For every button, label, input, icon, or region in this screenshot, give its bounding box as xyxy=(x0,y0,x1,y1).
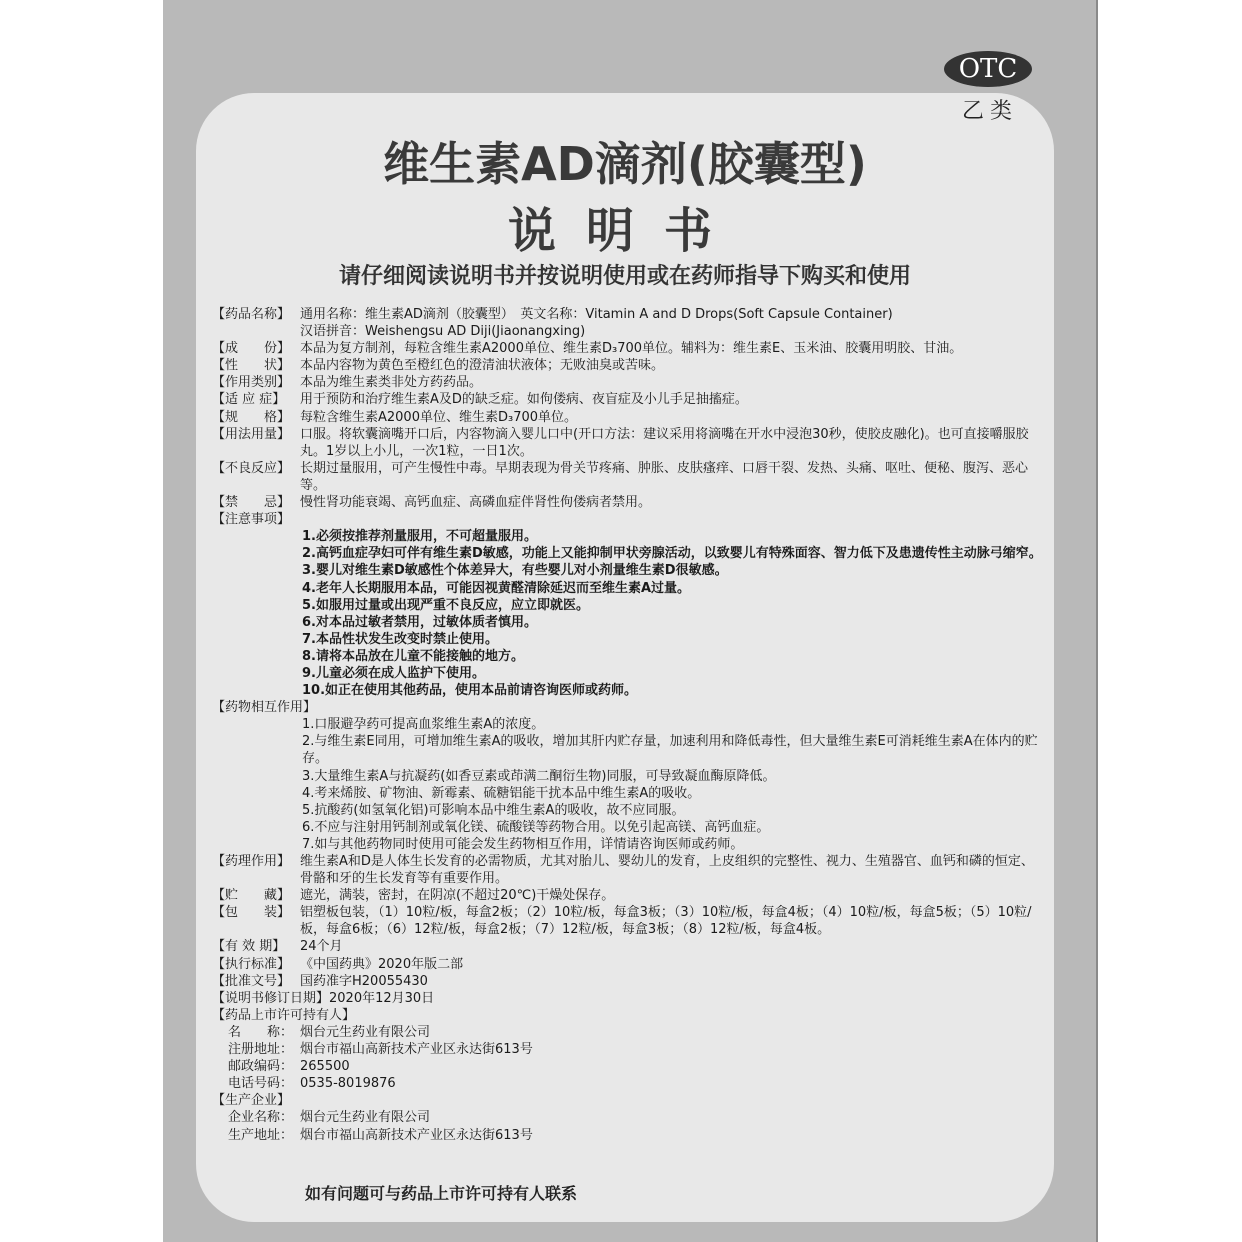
field-manufacturer xyxy=(212,1092,1042,1109)
field-label: 注册地址： xyxy=(228,1042,294,1058)
list-item: 3.婴儿对维生素D敏感性个体差异大，有些婴儿对小剂量维生素D很敏感。 xyxy=(302,563,728,579)
field-interactions xyxy=(212,699,1042,716)
list-item: 7.本品性状发生改变时禁止使用。 xyxy=(302,631,498,647)
field-label: 邮政编码： xyxy=(228,1059,294,1075)
field-value: 烟台元生药业有限公司 xyxy=(300,1110,431,1126)
field-label: 【药品上市许可持有人】 xyxy=(212,1007,356,1023)
list-item: 5.如服用过量或出现严重不良反应，应立即就医。 xyxy=(302,597,589,613)
list-item: 10.如正在使用其他药品，使用本品前请咨询医师或药师。 xyxy=(302,683,638,699)
field-label: 【药品名称】 xyxy=(212,307,291,322)
field-value: 国药准字H20055430 xyxy=(300,973,428,989)
interactions-list xyxy=(212,716,1042,853)
field-label: 【作用类别】 xyxy=(212,375,291,391)
field-character xyxy=(212,357,1042,374)
field-value: 通用名称：维生素AD滴剂（胶囊型） 英文名称：Vitamin A and D Drops(Soft Capsule Container) xyxy=(300,307,893,322)
field-value: 长期过量服用，可产生慢性中毒。早期表现为骨关节疼痛、肿胀、皮肤瘙痒、口唇干裂、发热、头痛、呕吐、便秘、腹泻、恶心等。 xyxy=(300,460,1029,493)
leaflet-subtitle: 说明书 xyxy=(507,203,742,259)
field-label: 【包 装】 xyxy=(212,905,291,921)
field-value: 2020年12月30日 xyxy=(329,990,435,1006)
field-indication xyxy=(212,391,1042,408)
list-item: 3.大量维生素A与抗凝药(如香豆素或茚满二酮衍生物)同服，可导致凝血酶原降低。 xyxy=(302,768,776,784)
field-value: 用于预防和治疗维生素A及D的缺乏症。如佝偻病、夜盲症及小儿手足抽搐症。 xyxy=(300,392,748,408)
field-label: 【用法用量】 xyxy=(212,426,291,442)
field-validity xyxy=(212,938,1042,955)
field-holder xyxy=(212,1007,1042,1024)
field-storage xyxy=(212,887,1042,904)
field-value: 《中国药典》2020年版二部 xyxy=(300,956,464,972)
field-value: 口服。将软囊滴嘴开口后，内容物滴入婴儿口中(开口方法：建议采用将滴嘴在开水中浸泡30秒，使胶皮融化)。也可直接嚼服胶丸。1岁以上小儿，一次1粒，一日1次。 xyxy=(300,426,1029,459)
list-item: 4.考来烯胺、矿物油、新霉素、硫糖铝能干扰本品中维生素A的吸收。 xyxy=(302,785,701,801)
field-label: 【说明书修订日期】 xyxy=(212,990,330,1006)
list-item: 7.如与其他药物同时使用可能会发生药物相互作用，详情请咨询医师或药师。 xyxy=(302,836,744,852)
list-item: 2.与维生素E同用，可增加维生素A的吸收，增加其肝内贮存量，加速利用和降低毒性，但大量维生素E可消耗维生素A在体内的贮存。 xyxy=(302,734,1038,767)
field-label: 【有 效 期】 xyxy=(212,939,286,955)
leaflet-body xyxy=(212,306,1042,1144)
field-label: 【生产企业】 xyxy=(212,1093,291,1109)
field-value: 遮光，满装，密封，在阴凉(不超过20℃)干燥处保存。 xyxy=(300,888,615,904)
sheet-edge xyxy=(1096,0,1098,1242)
list-item: 1.口服避孕药可提高血浆维生素A的浓度。 xyxy=(302,717,545,733)
field-adverse xyxy=(212,460,1042,494)
field-approval xyxy=(212,973,1042,990)
list-item: 5.抗酸药(如氢氧化铝)可影响本品中维生素A的吸收，故不应同服。 xyxy=(302,802,685,818)
field-standard xyxy=(212,956,1042,973)
field-label: 【批准文号】 xyxy=(212,973,291,989)
field-composition xyxy=(212,340,1042,357)
field-value: 0535-8019876 xyxy=(300,1076,396,1092)
field-value: 维生素A和D是人体生长发育的必需物质，尤其对胎儿、婴幼儿的发育，上皮组织的完整性、视力、生殖器官、血钙和磷的恒定、骨骼和牙的生长发育等有重要作用。 xyxy=(300,854,1034,887)
list-item: 4.老年人长期服用本品，可能因视黄醛清除延迟而至维生素A过量。 xyxy=(302,580,691,596)
field-label: 【禁 忌】 xyxy=(212,495,291,511)
field-value: 265500 xyxy=(300,1059,350,1075)
list-item: 6.不应与注射用钙制剂或氧化镁、硫酸镁等药物合用。以免引起高镁、高钙血症。 xyxy=(302,819,770,835)
field-value: 24个月 xyxy=(300,939,343,955)
holder-zip xyxy=(212,1058,1042,1075)
field-value: 本品为复方制剂，每粒含维生素A2000单位、维生素D₃700单位。辅料为：维生素E、玉米油、胶囊用明胶、甘油。 xyxy=(300,341,963,357)
reading-notice: 请仔细阅读说明书并按说明使用或在药师指导下购买和使用 xyxy=(338,264,911,289)
field-value: 汉语拼音：Weishengsu AD Diji(Jiaonangxing) xyxy=(300,324,586,340)
field-label: 生产地址： xyxy=(228,1127,294,1143)
field-label: 电话号码： xyxy=(228,1076,294,1092)
field-spec xyxy=(212,409,1042,426)
field-contraindication xyxy=(212,494,1042,511)
category-label: 乙类 xyxy=(962,99,1019,124)
field-value: 铝塑板包装，（1）10粒/板，每盒2板；（2）10粒/板，每盒3板；（3）10粒/板，每盒4板；（4）10粒/板，每盒5板；（5）10粒/板，每盒6板；（6）12粒/板，每盒2板；（7）12粒/板，每盒3板；（8）12粒/板，每盒4板。 xyxy=(300,905,1032,938)
field-label: 【注意事项】 xyxy=(212,512,291,528)
field-label: 【药理作用】 xyxy=(212,854,291,869)
field-value: 烟台市福山高新技术产业区永达街613号 xyxy=(300,1042,533,1058)
list-item: 2.高钙血症孕妇可伴有维生素D敏感，功能上又能抑制甲状旁腺活动，以致婴儿有特殊面容、智力低下及患遗传性主动脉弓缩窄。 xyxy=(302,546,1042,562)
field-label: 【药物相互作用】 xyxy=(212,700,317,716)
field-label: 【成 份】 xyxy=(212,341,291,357)
drug-title: 维生素AD滴剂(胶囊型) xyxy=(383,137,867,191)
field-label: 【不良反应】 xyxy=(212,460,291,476)
field-value: 每粒含维生素A2000单位、维生素D₃700单位。 xyxy=(300,409,578,425)
field-label: 企业名称： xyxy=(228,1110,294,1126)
field-revision xyxy=(212,990,1042,1007)
list-item: 8.请将本品放在儿童不能接触的地方。 xyxy=(302,648,524,664)
field-usage xyxy=(212,426,1042,460)
holder-address xyxy=(212,1041,1042,1058)
field-pharmacology xyxy=(212,853,1042,887)
maker-address xyxy=(212,1127,1042,1144)
holder-name xyxy=(212,1024,1042,1041)
field-value: 烟台元生药业有限公司 xyxy=(300,1024,431,1040)
contact-footer: 如有问题可与药品上市许可持有人联系 xyxy=(305,1184,578,1203)
list-item: 6.对本品过敏者禁用，过敏体质者慎用。 xyxy=(302,614,537,630)
field-value: 本品为维生素类非处方药药品。 xyxy=(300,375,483,391)
maker-name xyxy=(212,1109,1042,1126)
precautions-list xyxy=(212,528,1042,699)
field-package xyxy=(212,904,1042,938)
holder-phone xyxy=(212,1075,1042,1092)
field-label: 【适 应 症】 xyxy=(212,392,286,408)
otc-badge: OTC xyxy=(944,51,1032,87)
field-value: 烟台市福山高新技术产业区永达街613号 xyxy=(300,1127,533,1143)
field-label: 【性 状】 xyxy=(212,358,291,374)
list-item: 9.儿童必须在成人监护下使用。 xyxy=(302,665,485,681)
field-class xyxy=(212,374,1042,391)
list-item: 1.必须按推荐剂量服用，不可超量服用。 xyxy=(302,529,537,545)
field-label: 【执行标准】 xyxy=(212,956,291,972)
field-label: 【贮 藏】 xyxy=(212,888,291,904)
field-label: 名 称： xyxy=(228,1024,294,1040)
field-precautions xyxy=(212,511,1042,528)
field-label: 【规 格】 xyxy=(212,409,291,425)
field-value: 慢性肾功能衰竭、高钙血症、高磷血症伴肾性佝偻病者禁用。 xyxy=(300,495,652,511)
field-drug-name xyxy=(212,306,1042,340)
field-value: 本品内容物为黄色至橙红色的澄清油状液体；无败油臭或苦味。 xyxy=(300,358,665,374)
